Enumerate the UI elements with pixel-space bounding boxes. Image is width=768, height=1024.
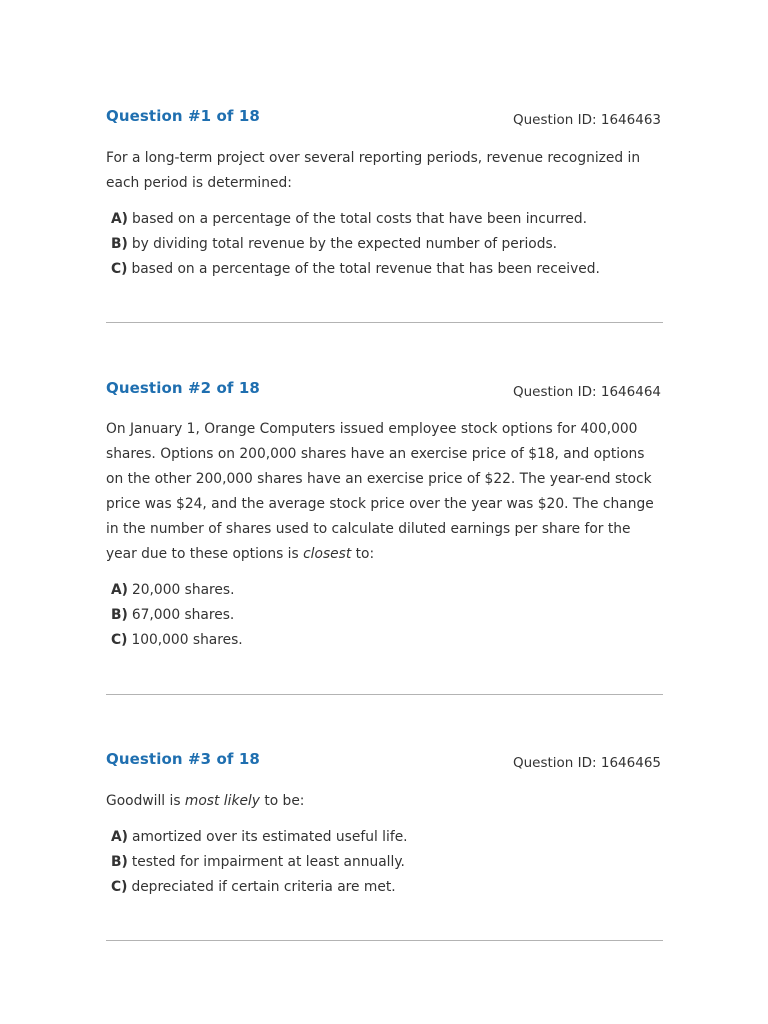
stem-text: For a long-term project over several reporting periods, revenue recognized in each period is determined: xyxy=(106,150,641,191)
choice-letter: B) xyxy=(111,854,128,870)
answer-choice-b[interactable] xyxy=(111,232,663,257)
answer-choices xyxy=(106,578,663,653)
stem-text-end: to be: xyxy=(259,793,305,809)
question-divider xyxy=(106,694,663,695)
choice-letter: B) xyxy=(111,607,128,623)
question-id: Question ID: 1646463 xyxy=(512,112,661,128)
choice-letter: C) xyxy=(111,261,128,277)
choice-text: based on a percentage of the total costs that have been incurred. xyxy=(131,211,588,227)
choice-letter: A) xyxy=(111,829,128,845)
answer-choice-c[interactable] xyxy=(111,257,663,282)
answer-choices xyxy=(106,825,663,900)
question-2 xyxy=(106,379,663,653)
question-stem xyxy=(106,789,663,814)
choice-text: 67,000 shares. xyxy=(131,607,235,623)
question-header xyxy=(106,107,663,137)
question-divider xyxy=(106,940,663,941)
answer-choice-c[interactable] xyxy=(111,875,663,900)
question-title: Question #3 of 18 xyxy=(106,750,260,768)
question-header xyxy=(106,379,663,409)
choice-text: 100,000 shares. xyxy=(131,632,243,648)
choice-letter: B) xyxy=(111,236,128,252)
question-id: Question ID: 1646464 xyxy=(512,384,661,400)
stem-text: On January 1, Orange Computers issued employee stock options for 400,000 shares. Options on 200,000 shares have an exercise price of $18, and options on the other 200,000 shares have an exercise price of $22. The year-end stock price was $24, and the average stock price over the year was $20. The change in the number of shares used to calculate diluted earnings per share for the year due to these options is xyxy=(106,421,654,562)
stem-text: Goodwill is xyxy=(106,793,185,809)
answer-choice-a[interactable] xyxy=(111,825,663,850)
choice-text: depreciated if certain criteria are met. xyxy=(131,879,396,895)
question-divider xyxy=(106,322,663,323)
choice-text: tested for impairment at least annually. xyxy=(131,854,405,870)
answer-choice-b[interactable] xyxy=(111,850,663,875)
stem-text-end: to: xyxy=(351,546,375,562)
choice-text: 20,000 shares. xyxy=(131,582,235,598)
answer-choice-a[interactable] xyxy=(111,207,663,232)
answer-choice-b[interactable] xyxy=(111,603,663,628)
question-id: Question ID: 1646465 xyxy=(512,755,661,771)
question-title: Question #1 of 18 xyxy=(106,107,260,125)
question-header xyxy=(106,750,663,780)
stem-emphasis: most likely xyxy=(184,793,260,809)
question-stem xyxy=(106,146,663,196)
question-title: Question #2 of 18 xyxy=(106,379,260,397)
choice-letter: A) xyxy=(111,211,128,227)
question-1 xyxy=(106,107,663,282)
answer-choice-a[interactable] xyxy=(111,578,663,603)
choice-text: amortized over its estimated useful life. xyxy=(131,829,408,845)
answer-choices xyxy=(106,207,663,282)
choice-text: by dividing total revenue by the expected number of periods. xyxy=(131,236,558,252)
choice-letter: A) xyxy=(111,582,128,598)
choice-text: based on a percentage of the total revenue that has been received. xyxy=(131,261,600,277)
answer-choice-c[interactable] xyxy=(111,628,663,653)
question-stem xyxy=(106,417,663,567)
choice-letter: C) xyxy=(111,632,128,648)
stem-emphasis: closest xyxy=(303,546,352,562)
question-3 xyxy=(106,750,663,900)
choice-letter: C) xyxy=(111,879,128,895)
